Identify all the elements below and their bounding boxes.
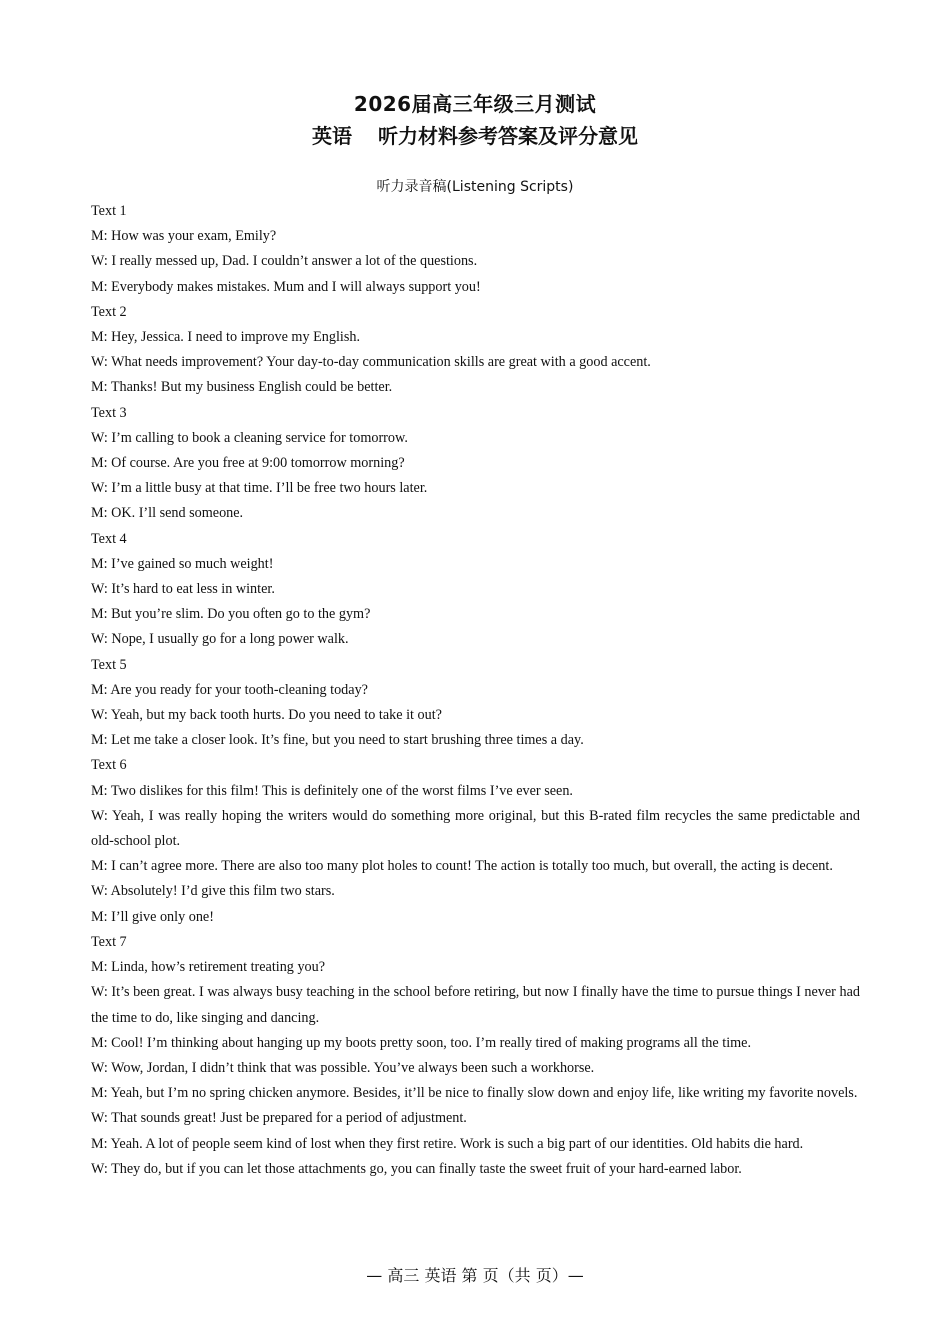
text-heading: Text 4 [91, 530, 127, 547]
dialogue-line: W: It’s hard to eat less in winter. [91, 581, 275, 598]
dialogue-line: W: I’m calling to book a cleaning service for tomorrow. [91, 429, 408, 446]
dialogue-line: M: I’ve gained so much weight! [91, 555, 274, 572]
dialogue-line: M: OK. I’ll send someone. [91, 505, 244, 522]
dialogue-line: M: But you’re slim. Do you often go to the gym? [91, 606, 371, 623]
document-type-label: 听力材料参考答案及评分意见 [378, 124, 638, 148]
dialogue-line: M: Let me take a closer look. It’s fine, but you need to start brushing three times a day. [91, 732, 584, 749]
dialogue-line: M: Yeah. A lot of people seem kind of lost when they first retire. Work is such a big part of our identities. Old habits die hard. [91, 1135, 804, 1152]
dialogue-line: M: Everybody makes mistakes. Mum and I will always support you! [91, 278, 481, 295]
listening-scripts [91, 199, 860, 1182]
dialogue-line: M: I can’t agree more. There are also too many plot holes to count! The action is totally too much, but overall, the acting is decent. [91, 858, 833, 875]
dialogue-line: W: Yeah, I was really hoping the writers would do something more original, but this B-rated film recycles the same predictable and old-school plot. [91, 807, 860, 850]
dialogue-line: M: Yeah, but I’m no spring chicken anymore. Besides, it’ll be nice to finally slow down and enjoy life, like writing my favorite novels. [91, 1085, 858, 1102]
dialogue-line: M: Are you ready for your tooth-cleaning today? [91, 681, 368, 698]
dialogue-line: M: Thanks! But my business English could be better. [91, 379, 393, 396]
page-title: 2026届高三年级三月测试 [353, 92, 597, 116]
text-heading: Text 2 [91, 303, 127, 320]
dialogue-line: W: Wow, Jordan, I didn’t think that was possible. You’ve always been such a workhorse. [91, 1059, 595, 1076]
dialogue-line: M: Of course. Are you free at 9:00 tomorrow morning? [91, 455, 405, 472]
subject-label: 英语 [312, 124, 352, 148]
page-footer: — 高三 英语 第 页（共 页）— [366, 1266, 584, 1285]
dialogue-line: M: I’ll give only one! [91, 908, 214, 925]
text-heading: Text 1 [91, 203, 127, 219]
dialogue-line: W: Yeah, but my back tooth hurts. Do you need to take it out? [91, 707, 442, 724]
dialogue-line: M: Two dislikes for this film! This is definitely one of the worst films I’ve ever seen. [91, 782, 573, 799]
dialogue-line: W: Absolutely! I’d give this film two stars. [91, 883, 335, 900]
dialogue-line: M: Hey, Jessica. I need to improve my English. [91, 329, 360, 346]
text-heading: Text 3 [91, 404, 127, 421]
text-heading: Text 5 [91, 656, 127, 673]
dialogue-line: W: That sounds great! Just be prepared for a period of adjustment. [91, 1110, 467, 1127]
dialogue-line: W: I’m a little busy at that time. I’ll be free two hours later. [91, 480, 428, 497]
dialogue-line: W: It’s been great. I was always busy teaching in the school before retiring, but now I finally have the time to pursue things I never had the time to do, like singing and dancing. [91, 984, 860, 1026]
dialogue-line: W: Nope, I usually go for a long power walk. [91, 631, 349, 648]
dialogue-line: W: I really messed up, Dad. I couldn’t answer a lot of the questions. [91, 253, 478, 270]
page-subtitle [0, 120, 950, 149]
section-title: 听力录音稿(Listening Scripts) [376, 179, 574, 195]
text-heading: Text 6 [91, 757, 127, 774]
text-heading: Text 7 [91, 933, 127, 950]
dialogue-line: M: How was your exam, Emily? [91, 228, 277, 245]
dialogue-line: M: Cool! I’m thinking about hanging up my boots pretty soon, too. I’m really tired of making programs all the time. [91, 1034, 752, 1051]
dialogue-line: M: Linda, how’s retirement treating you? [91, 959, 326, 976]
dialogue-line: W: What needs improvement? Your day-to-day communication skills are great with a good accent. [91, 354, 651, 371]
dialogue-line: W: They do, but if you can let those attachments go, you can finally taste the sweet fruit of your hard-earned labor. [91, 1160, 742, 1177]
